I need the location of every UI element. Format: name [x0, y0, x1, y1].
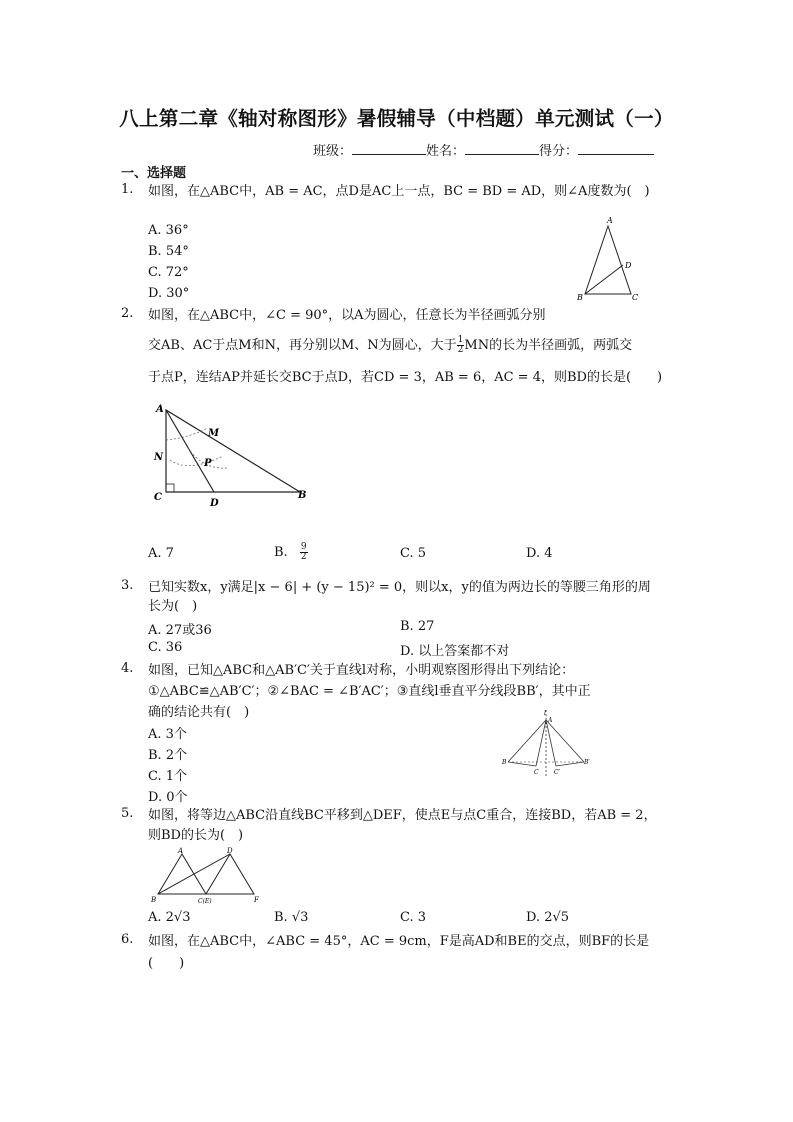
fig-label-b: B: [577, 293, 583, 302]
question-text: 确的结论共有( ): [148, 705, 250, 720]
fig-label-c-prime: C′: [554, 769, 560, 776]
question-number: 1.: [121, 182, 134, 197]
question-text: 如图，在△ABC中，AB = AC，点D是AC上一点，BC = BD = AD，则∠A度数为( ): [148, 184, 650, 199]
fig-label-b: B: [298, 490, 307, 501]
student-info-line: [313, 140, 654, 159]
question-text: 于点P，连结AP并延长交BC于点D，若CD = 3，AB = 6，AC = 4，则BD的长是( ): [148, 370, 663, 385]
q4-figure-symmetric-triangles: [498, 706, 594, 780]
fig-label-l: l: [544, 710, 546, 717]
fig-label-a: A: [548, 717, 553, 724]
fig-label-c: C: [154, 492, 162, 503]
q1-figure-isosceles-triangle: [570, 212, 650, 304]
option-a[interactable]: A. 2√3: [148, 910, 191, 925]
option-d[interactable]: D. 30°: [148, 286, 190, 301]
option-c[interactable]: C. 72°: [148, 265, 189, 280]
fig-label-c: C: [632, 293, 639, 302]
class-label: 班级：: [313, 144, 353, 159]
option-b[interactable]: B. √3: [274, 910, 309, 925]
fraction-numerator: 1: [457, 335, 464, 345]
option-b-letter: B.: [274, 545, 288, 560]
fig-label-f: F: [254, 896, 259, 904]
option-c[interactable]: C. 36: [148, 640, 183, 655]
question-text: ①△ABC≌△AB′C′；②∠BAC = ∠B′AC′；③直线l垂直平分线段BB′，其中正: [148, 684, 591, 699]
question-text: ( ): [148, 956, 185, 971]
class-blank[interactable]: [352, 142, 426, 155]
question-text-part: MN的长为半径画弧，两弧交: [464, 338, 633, 353]
question-text: 已知实数x，y满足|x − 6| + (y − 15)² = 0，则以x，y的值为两边长的等腰三角形的周: [148, 580, 651, 595]
option-c[interactable]: C. 5: [400, 546, 427, 561]
name-label: 姓名：: [426, 144, 466, 159]
q2-figure-right-triangle: [148, 398, 318, 514]
question-text: 如图，已知△ABC和△AB′C′关于直线l对称，小明观察图形得出下列结论：: [148, 663, 575, 678]
fraction-denominator: 2: [457, 345, 464, 355]
fig-label-c: C: [534, 769, 539, 776]
page-title: 八上第二章《轴对称图形》暑假辅导（中档题）单元测试（一）: [119, 107, 674, 130]
question-text: 如图，在△ABC中，∠ABC = 45°，AC = 9cm，F是高AD和BE的交点，则BF的长是: [148, 934, 650, 949]
fig-label-p: P: [204, 458, 212, 469]
question-text: 则BD的长为( ): [148, 828, 244, 843]
name-blank[interactable]: [465, 142, 539, 155]
question-number: 2.: [121, 306, 134, 321]
question-text-part: 交AB、AC于点M和N，再分别以M、N为圆心，大于: [148, 338, 457, 353]
question-text: 如图，将等边△ABC沿直线BC平移到△DEF，使点E与点C重合，连接BD，若AB = 2，: [148, 808, 657, 823]
fraction-denominator: 2: [300, 552, 307, 562]
section-heading: 一、选择题: [121, 166, 187, 181]
fig-label-b: B: [502, 759, 507, 766]
question-number: 3.: [121, 578, 134, 593]
option-b[interactable]: B. 27: [400, 619, 435, 634]
q5-figure-translated-triangles: [148, 846, 264, 906]
fig-label-c-e: C(E): [198, 898, 212, 905]
option-b[interactable]: B. 54°: [148, 244, 189, 259]
option-a[interactable]: A. 3个: [148, 727, 187, 742]
option-c[interactable]: C. 3: [400, 910, 427, 925]
option-a[interactable]: A. 7: [148, 546, 174, 561]
fig-label-b: B: [151, 896, 157, 904]
option-b[interactable]: B. 2个: [148, 748, 188, 763]
question-text: [148, 336, 632, 356]
fig-label-a: A: [607, 216, 613, 225]
option-c[interactable]: C. 1个: [148, 769, 188, 784]
fig-label-b-prime: B′: [584, 759, 590, 766]
option-d[interactable]: D. 0个: [148, 790, 188, 805]
question-text: 如图，在△ABC中，∠C = 90°，以A为圆心，任意长为半径画弧分别: [148, 308, 546, 323]
fig-label-a: A: [178, 847, 184, 855]
score-label: 得分：: [539, 144, 579, 159]
option-a[interactable]: A. 36°: [148, 223, 189, 238]
option-a[interactable]: A. 27或36: [148, 623, 212, 638]
question-number: 4.: [121, 661, 134, 676]
fig-label-n: N: [154, 452, 164, 463]
question-number: 5.: [121, 806, 134, 821]
option-d[interactable]: D. 4: [526, 546, 553, 561]
option-d[interactable]: D. 2√5: [526, 910, 570, 925]
fraction-numerator: 9: [300, 542, 307, 552]
fig-label-d: D: [210, 498, 219, 509]
fig-label-a: A: [156, 404, 164, 415]
question-text: 长为( ): [148, 599, 198, 614]
fig-label-d: D: [625, 261, 632, 270]
option-d[interactable]: D. 以上答案都不对: [400, 644, 510, 659]
fig-label-d: D: [227, 847, 233, 855]
fig-label-m: M: [208, 428, 220, 439]
question-number: 6.: [121, 932, 134, 947]
option-b[interactable]: [274, 543, 308, 562]
fraction-nine-halves: [300, 543, 308, 562]
score-blank[interactable]: [578, 142, 654, 155]
